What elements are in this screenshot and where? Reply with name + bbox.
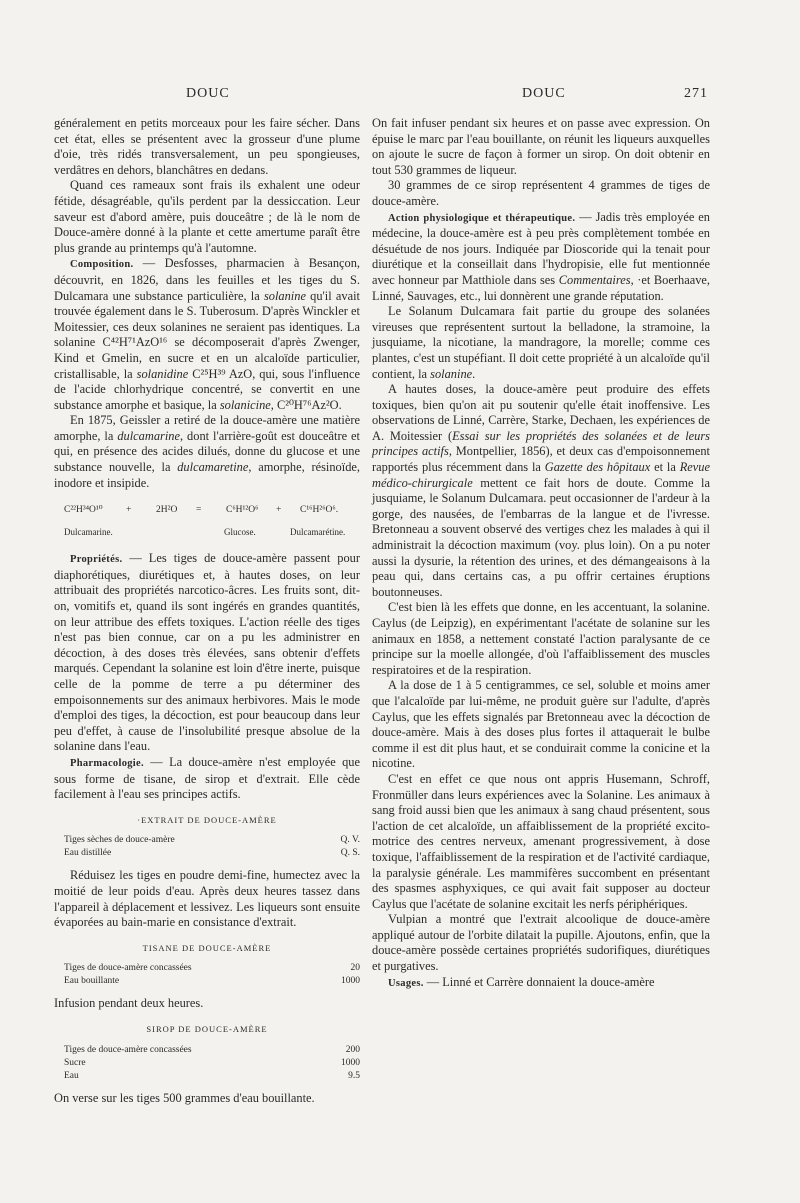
recipe-line — [64, 975, 360, 988]
paragraph: Vulpian a montré que l'extrait alcoolique de douce-amère appliqué autour de l'orbite dilatait la pupille. Ajoutons, enfin, que la douce-amère possède certaines propriétés sudorifiques, diurétiques et purgatives. — [372, 912, 710, 974]
ingredient: Tiges sèches de douce-amère — [64, 835, 175, 846]
recipe-line — [64, 1044, 360, 1057]
right-column — [372, 116, 710, 991]
recipe-line — [64, 962, 360, 975]
section-heading: Action physiologique et thérapeutique. — [388, 212, 576, 224]
formula-term: C¹⁶H²⁶O⁶. — [300, 505, 339, 516]
text: Le Solanum Dulcamara fait partie du groupe des solanées vireuses que représentent surtout la belladone, la stramoine, la jusquiame, la nicotiane, la mandragore, la morelle; comme ces plantes, c'est un stupéfiant. Il doit cette propriété à un alcaloïde qu'il contient, la — [372, 304, 710, 381]
paragraph: Infusion pendant deux heures. — [54, 996, 204, 1011]
text: En 1875, Geissler a retiré de la douce-amère une matière amorphe, la — [54, 413, 360, 443]
recipe-line — [64, 847, 360, 860]
text: et la — [650, 460, 680, 475]
paragraph-pharmacology — [54, 755, 360, 803]
recipe-line — [64, 834, 360, 847]
text: , amorphe, résinoïde, inodore et insipide. — [54, 460, 360, 490]
paragraph — [372, 304, 710, 382]
paragraph: A la dose de 1 à 5 centigrammes, ce sel, soluble et moins amer que l'alcaloïde par lui-même, ne produit guère sur l'adulte, d'après Caylus, que les effets signalés par Bretonneau avec la décoction de douce-amère. Mais à des doses plus fortes il attaquerait le bulbe comme il est dit plus haut, et se conduirait comme la conicine et la nicotine. — [372, 678, 710, 771]
operator: + — [126, 505, 132, 516]
text: , C²⁰H⁷⁶Az²O. — [270, 397, 342, 412]
paragraph — [372, 382, 710, 600]
ingredient: Tiges de douce-amère concassées — [64, 1044, 192, 1055]
text: mettent ce fait hors de doute. Comme la jusquiame, le Solanum Dulcamara. peut occasionner de l'ardeur à la gorge, des nausées, de l'embarras de la langue et de l'ivresse. Bretonneau a souvent observé des vertiges chez les malades à qui il administrait la décoction maximum (voy. plus loin). On a pu noter aussi la dysurie, la rétention des urines, et des démangeaisons à la peau qui, dans certains cas, a pu offrir certaines éruptions boutonneuses. — [372, 475, 710, 599]
left-column — [54, 116, 360, 1106]
ingredient: Eau bouillante — [64, 976, 120, 987]
quantity: 200 — [345, 1044, 360, 1055]
text: A hautes doses, la douce-amère peut produire des effets toxiques, bien qu'on ait pu soutenir qu'elle était inoffensive. Les observations de Linné, Carrère, Starke, Dechaen, les expériences de A. Moitessier ( — [372, 382, 710, 443]
paragraph: On verse sur les tiges 500 grammes d'eau bouillante. — [54, 1090, 315, 1105]
running-head-right: DOUC — [522, 86, 566, 101]
formula-label: Glucose. — [224, 527, 256, 538]
text: , Montpellier, 1856), et deux cas d'empoisonnement rapportés plus récemment dans la — [372, 444, 711, 475]
paragraph-usages — [372, 975, 710, 992]
formula-label: Dulcamarine. — [64, 527, 113, 538]
term: solanidine — [136, 366, 189, 381]
section-heading: Composition. — [70, 259, 134, 271]
paragraph-action — [372, 210, 710, 305]
quantity: 1000 — [341, 976, 360, 987]
running-head-left: DOUC — [186, 86, 230, 101]
recipe-line — [64, 1057, 360, 1070]
text: qu'il avait trouvée également dans le S. Tuberosum. D'après Winckler et Moitessier, ces deux solanines ne seraient pas identiques. La solanine C⁴²H⁷¹AzO¹⁶ se décomposerait d'après Zwenger, Kind et Gmelin, en sucre et en un alcaloïde particulier, cristallisable, la — [54, 288, 360, 381]
quantity: 1000 — [341, 1057, 360, 1068]
book-title: Commentaires — [558, 272, 631, 287]
section-heading: Pharmacologie. — [70, 757, 144, 769]
section-heading: Usages. — [388, 977, 424, 989]
paragraph: C'est en effet ce que nous ont appris Husemann, Schroff, Fronmüller dans leurs expériences avec la Solanine. Les animaux à sang froid aussi bien que les animaux à sang chaud présentent, sous l'action de cet alcaloïde, un affaiblissement de la propriété excito-motrice des centres nerveux, amenant progressivement, à dose toxique, l'affaiblissement de la respiration et de l'activité cardiaque, la paralysie générale. Les mammifères succombent en présentant des spasmes asphyxiques, ce qui avait fait supposer au docteur Caylus que l'acétate de solanine excitait les nerfs périphériques. — [372, 771, 710, 911]
recipe-title: ·EXTRAIT DE DOUCE-AMÈRE — [137, 814, 277, 825]
section-heading: Propriétés. — [70, 554, 123, 566]
paragraph: Quand ces rameaux sont frais ils exhalent une odeur fétide, désagréable, qu'ils perdent par la dessiccation. Leur saveur est d'abord amère, puis douceâtre ; de là le nom de Douce-amère donné à la plante et cette amertume paraît être plus grande au printemps qu'à l'automne. — [54, 178, 360, 255]
recipe-line — [64, 1070, 360, 1083]
formula-term: 2H²O — [156, 505, 178, 516]
journal-title: Gazette des hôpitaux — [544, 460, 651, 475]
text: — La douce-amère n'est employée que sous forme de tisane, de sirop et d'extrait. Elle cède facilement à l'eau ses principes actifs. — [54, 754, 360, 802]
paragraph: On fait infuser pendant six heures et on passe avec expression. On épuise le marc par l'eau bouillante, on réunit les liqueurs auxquelles on ajoute le sucre de façon à former un sirop. On doit obtenir en tout 530 grammes de liqueur. — [372, 116, 710, 177]
quantity: Q. S. — [340, 848, 360, 859]
quantity: 20 — [350, 963, 360, 974]
journal-title: Revue médico-chirurgicale — [372, 460, 710, 490]
term: solanicine — [219, 397, 271, 412]
paragraph — [54, 413, 360, 491]
text: C²⁵H³⁹ AzO, qui, sous l'influence de l'acide chlorhydrique concentré, se convertit en une substance amorphe et basique, la — [54, 366, 360, 412]
formula-label: Dulcamarétine. — [290, 527, 346, 538]
term: solanine — [430, 366, 473, 381]
term: dulcamarine — [117, 428, 180, 443]
paragraph-properties — [54, 551, 360, 755]
book-title: Essai sur les propriétés des solanées et de leurs principes actifs — [372, 428, 710, 459]
text: — Linné et Carrère donnaient la douce-amère — [423, 974, 655, 989]
formula-term: C²²H³⁴O¹⁰ — [64, 505, 103, 516]
operator: + — [276, 505, 282, 516]
quantity: 9.5 — [348, 1070, 360, 1081]
text: — Les tiges de douce-amère passent pour diaphorétiques, diurétiques et, à hautes doses, on leur attribuait des propriétés narcotico-âcres. Les fruits sont, dit-on, vomitifs et, quand ils sont ingérés en grandes quantités, on leur attribue des effets toxiques. L'action réelle des tiges n'est pas bien connue, car on a pu les administrer en décoction, à des doses très élevées, sans obtenir d'effets marqués. Cependant la solanine est loin d'être inerte, puisque celle de la pomme de terre a pu déterminer des empoisonnements sur des animaux herbivores. Mais le mode d'emploi des tiges, la décoction, est pour beaucoup dans leur peu d'effet, à cause de l'insolubilité presque absolue de la solanine dans l'eau. — [54, 551, 360, 754]
paragraph: Réduisez les tiges en poudre demi-fine, humectez avec la moitié de leur poids d'eau. Après deux heures tassez dans l'appareil à déplacement et lessivez. Les liqueurs sont ensuite évaporées au bain-marie en consistance d'extrait. — [54, 868, 360, 930]
term: solanine — [263, 288, 306, 303]
ingredient: Eau — [64, 1070, 79, 1081]
paragraph-composition — [54, 256, 360, 413]
ingredient: Tiges de douce-amère concassées — [64, 963, 192, 974]
text: , dont l'arrière-goût est douceâtre et qui, en présence des acides dilués, donne du glucose et une substance nouvelle, la — [54, 428, 360, 475]
quantity: Q. V. — [340, 835, 360, 846]
chemical-equation — [64, 503, 360, 541]
paragraph: 30 grammes de ce sirop représentent 4 grammes de tiges de douce-amère. — [372, 178, 710, 208]
text: — Desfosses, pharmacien à Besançon, découvrit, en 1826, dans les feuilles et les tiges du S. Dulcamara une substance particulière, la — [54, 256, 360, 303]
page-number: 271 — [684, 86, 708, 101]
term: dulcamaretine — [177, 460, 249, 475]
operator: = — [196, 505, 202, 516]
ingredient: Eau distillée — [64, 848, 112, 859]
paragraph: C'est bien là les effets que donne, en les accentuant, la solanine. Caylus (de Leipzig), en expérimentant l'acétate de solanine sur les animaux en 1858, a nettement constaté l'action paralysante de ce principe sur la moelle allongée, d'où l'affaiblissement des muscles respiratoires et de la respiration. — [372, 600, 710, 677]
formula-term: C⁶H¹²O⁶ — [226, 505, 259, 516]
text: — Jadis très employée en médecine, la douce-amère est à peu près complètement tombée en désuétude de nos jours. Indiquée par Dioscoride qui la tenait pour diurétique et la conseillait dans l'hydropisie, elle fut mentionnée avec honneur par Matthiole dans ses — [372, 209, 710, 287]
text: , ·et Boerhaave, Linné, Sauvages, etc., lui donnèrent une grande réputation. — [372, 272, 710, 303]
recipe-title: SIROP DE DOUCE-AMÈRE — [146, 1023, 268, 1034]
page-header — [0, 86, 800, 108]
text: . — [472, 366, 476, 381]
ingredient: Sucre — [64, 1057, 86, 1068]
recipe-title: TISANE DE DOUCE-AMÈRE — [142, 942, 272, 953]
paragraph: généralement en petits morceaux pour les faire sécher. Dans cet état, elles se présentent avec la grosseur d'une plume d'oie, très ridés transversalement, un peu spongieuses, verdâtres en dehors, blanchâtres en dedans. — [54, 116, 360, 177]
